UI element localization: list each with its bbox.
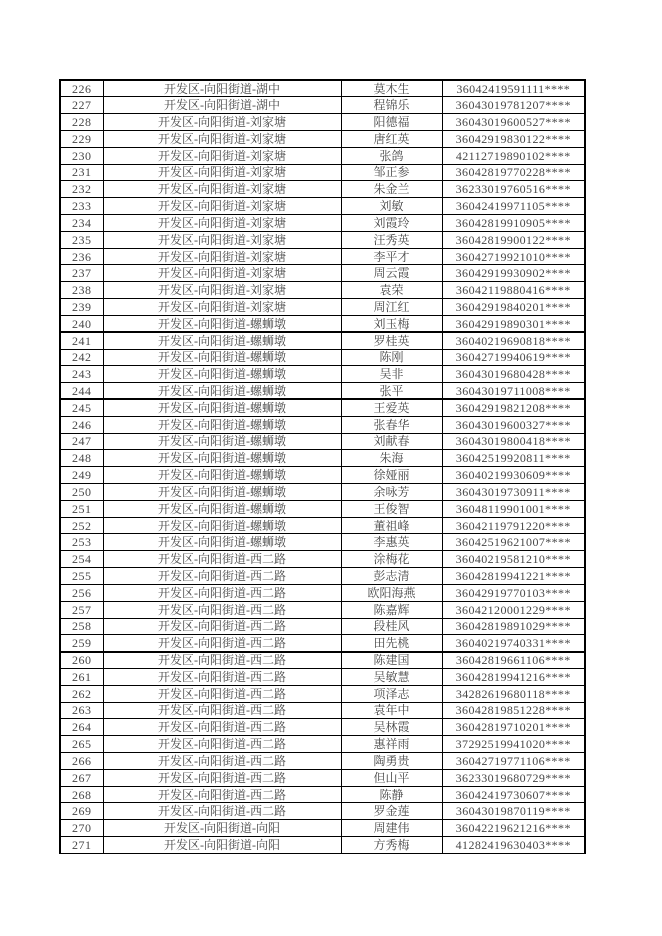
id-number-cell: 36043019781207**** [442, 97, 585, 114]
id-number-cell: 36042819770228**** [442, 164, 585, 181]
area-cell: 开发区-向阳街道-向阳 [103, 837, 341, 854]
name-cell: 陈静 [341, 786, 442, 803]
name-cell: 董祖峰 [341, 517, 442, 534]
id-number-cell: 36042819910905**** [442, 215, 585, 232]
name-cell: 刘玉梅 [341, 315, 442, 332]
id-number-cell: 36043019680428**** [442, 366, 585, 383]
name-cell: 刘献春 [341, 433, 442, 450]
id-number-cell: 36042819941216**** [442, 668, 585, 685]
name-cell: 田先桃 [341, 635, 442, 652]
area-cell: 开发区-向阳街道-西二路 [103, 668, 341, 685]
row-number-cell: 253 [60, 534, 103, 551]
row-number-cell: 232 [60, 181, 103, 198]
area-cell: 开发区-向阳街道-西二路 [103, 568, 341, 585]
records-table-container [59, 79, 584, 854]
name-cell: 周建伟 [341, 820, 442, 837]
area-cell: 开发区-向阳街道-刘家塘 [103, 299, 341, 316]
id-number-cell: 36042819891029**** [442, 618, 585, 635]
area-cell: 开发区-向阳街道-西二路 [103, 584, 341, 601]
area-cell: 开发区-向阳街道-螺蛳墩 [103, 399, 341, 416]
table-row [60, 315, 585, 332]
row-number-cell: 233 [60, 198, 103, 215]
area-cell: 开发区-向阳街道-西二路 [103, 652, 341, 669]
table-row [60, 130, 585, 147]
table-row [60, 652, 585, 669]
row-number-cell: 246 [60, 416, 103, 433]
id-number-cell: 41282419630403**** [442, 837, 585, 854]
table-row [60, 349, 585, 366]
name-cell: 惠祥雨 [341, 736, 442, 753]
id-number-cell: 36042419971105**** [442, 198, 585, 215]
table-row [60, 618, 585, 635]
id-number-cell: 36042919821208**** [442, 399, 585, 416]
row-number-cell: 258 [60, 618, 103, 635]
area-cell: 开发区-向阳街道-刘家塘 [103, 248, 341, 265]
name-cell: 但山平 [341, 769, 442, 786]
id-number-cell: 36040219740331**** [442, 635, 585, 652]
id-number-cell: 36042819710201**** [442, 719, 585, 736]
table-row [60, 635, 585, 652]
area-cell: 开发区-向阳街道-西二路 [103, 736, 341, 753]
id-number-cell: 36042419730607**** [442, 786, 585, 803]
id-number-cell: 36042519920811**** [442, 450, 585, 467]
area-cell: 开发区-向阳街道-刘家塘 [103, 231, 341, 248]
name-cell: 李惠英 [341, 534, 442, 551]
name-cell: 罗桂英 [341, 332, 442, 349]
id-number-cell: 36042119880416**** [442, 282, 585, 299]
name-cell: 李平才 [341, 248, 442, 265]
id-number-cell: 36043019600527**** [442, 114, 585, 131]
id-number-cell: 42112719890102**** [442, 147, 585, 164]
area-cell: 开发区-向阳街道-螺蛳墩 [103, 450, 341, 467]
area-cell: 开发区-向阳街道-螺蛳墩 [103, 416, 341, 433]
area-cell: 开发区-向阳街道-西二路 [103, 803, 341, 820]
name-cell: 张春华 [341, 416, 442, 433]
area-cell: 开发区-向阳街道-西二路 [103, 702, 341, 719]
name-cell: 王爱英 [341, 399, 442, 416]
id-number-cell: 36042119791220**** [442, 517, 585, 534]
area-cell: 开发区-向阳街道-刘家塘 [103, 130, 341, 147]
table-row [60, 467, 585, 484]
name-cell: 陈嘉辉 [341, 601, 442, 618]
id-number-cell: 36042819941221**** [442, 568, 585, 585]
name-cell: 周江红 [341, 299, 442, 316]
table-row [60, 265, 585, 282]
table-row [60, 803, 585, 820]
id-number-cell: 36042519621007**** [442, 534, 585, 551]
table-row [60, 332, 585, 349]
table-row [60, 500, 585, 517]
area-cell: 开发区-向阳街道-湖中 [103, 80, 341, 97]
name-cell: 阳德福 [341, 114, 442, 131]
table-row [60, 97, 585, 114]
table-row [60, 736, 585, 753]
row-number-cell: 245 [60, 399, 103, 416]
id-number-cell: 36042919890301**** [442, 315, 585, 332]
row-number-cell: 243 [60, 366, 103, 383]
area-cell: 开发区-向阳街道-西二路 [103, 635, 341, 652]
id-number-cell: 36042419591111**** [442, 80, 585, 97]
name-cell: 陈建国 [341, 652, 442, 669]
id-number-cell: 36042919770103**** [442, 584, 585, 601]
area-cell: 开发区-向阳街道-螺蛳墩 [103, 349, 341, 366]
area-cell: 开发区-向阳街道-西二路 [103, 719, 341, 736]
table-row [60, 164, 585, 181]
name-cell: 邹正参 [341, 164, 442, 181]
area-cell: 开发区-向阳街道-刘家塘 [103, 215, 341, 232]
row-number-cell: 242 [60, 349, 103, 366]
table-row [60, 753, 585, 770]
id-number-cell: 34282619680118**** [442, 685, 585, 702]
table-row [60, 231, 585, 248]
name-cell: 罗金莲 [341, 803, 442, 820]
row-number-cell: 250 [60, 484, 103, 501]
area-cell: 开发区-向阳街道-刘家塘 [103, 181, 341, 198]
row-number-cell: 230 [60, 147, 103, 164]
table-row [60, 114, 585, 131]
id-number-cell: 36043019870119**** [442, 803, 585, 820]
name-cell: 周云霞 [341, 265, 442, 282]
id-number-cell: 36042819661106**** [442, 652, 585, 669]
area-cell: 开发区-向阳街道-西二路 [103, 685, 341, 702]
table-row [60, 584, 585, 601]
row-number-cell: 238 [60, 282, 103, 299]
name-cell: 张鸽 [341, 147, 442, 164]
table-row [60, 517, 585, 534]
id-number-cell: 36233019760516**** [442, 181, 585, 198]
row-number-cell: 260 [60, 652, 103, 669]
name-cell: 陈刚 [341, 349, 442, 366]
name-cell: 朱金兰 [341, 181, 442, 198]
row-number-cell: 254 [60, 551, 103, 568]
row-number-cell: 264 [60, 719, 103, 736]
area-cell: 开发区-向阳街道-刘家塘 [103, 282, 341, 299]
area-cell: 开发区-向阳街道-螺蛳墩 [103, 366, 341, 383]
row-number-cell: 247 [60, 433, 103, 450]
row-number-cell: 229 [60, 130, 103, 147]
area-cell: 开发区-向阳街道-西二路 [103, 753, 341, 770]
row-number-cell: 226 [60, 80, 103, 97]
table-row [60, 416, 585, 433]
area-cell: 开发区-向阳街道-螺蛳墩 [103, 332, 341, 349]
records-table-body [60, 80, 585, 853]
row-number-cell: 248 [60, 450, 103, 467]
name-cell: 方秀梅 [341, 837, 442, 854]
records-table [59, 79, 586, 854]
table-row [60, 702, 585, 719]
name-cell: 彭志清 [341, 568, 442, 585]
id-number-cell: 36042219621216**** [442, 820, 585, 837]
table-row [60, 450, 585, 467]
row-number-cell: 267 [60, 769, 103, 786]
id-number-cell: 37292519941020**** [442, 736, 585, 753]
row-number-cell: 235 [60, 231, 103, 248]
id-number-cell: 36042919840201**** [442, 299, 585, 316]
area-cell: 开发区-向阳街道-西二路 [103, 786, 341, 803]
name-cell: 吴非 [341, 366, 442, 383]
table-row [60, 551, 585, 568]
area-cell: 开发区-向阳街道-螺蛳墩 [103, 500, 341, 517]
name-cell: 袁荣 [341, 282, 442, 299]
area-cell: 开发区-向阳街道-刘家塘 [103, 114, 341, 131]
table-row [60, 299, 585, 316]
name-cell: 朱海 [341, 450, 442, 467]
table-row [60, 215, 585, 232]
row-number-cell: 231 [60, 164, 103, 181]
id-number-cell: 36042919830122**** [442, 130, 585, 147]
row-number-cell: 228 [60, 114, 103, 131]
row-number-cell: 252 [60, 517, 103, 534]
row-number-cell: 255 [60, 568, 103, 585]
row-number-cell: 239 [60, 299, 103, 316]
table-row [60, 685, 585, 702]
area-cell: 开发区-向阳街道-螺蛳墩 [103, 467, 341, 484]
id-number-cell: 36042120001229**** [442, 601, 585, 618]
row-number-cell: 236 [60, 248, 103, 265]
name-cell: 涂梅花 [341, 551, 442, 568]
table-row [60, 366, 585, 383]
table-row [60, 786, 585, 803]
table-row [60, 769, 585, 786]
area-cell: 开发区-向阳街道-刘家塘 [103, 265, 341, 282]
id-number-cell: 36040219930609**** [442, 467, 585, 484]
area-cell: 开发区-向阳街道-螺蛳墩 [103, 433, 341, 450]
id-number-cell: 36043019800418**** [442, 433, 585, 450]
table-row [60, 484, 585, 501]
area-cell: 开发区-向阳街道-湖中 [103, 97, 341, 114]
table-row [60, 147, 585, 164]
table-row [60, 433, 585, 450]
area-cell: 开发区-向阳街道-西二路 [103, 601, 341, 618]
area-cell: 开发区-向阳街道-刘家塘 [103, 147, 341, 164]
name-cell: 陶勇贵 [341, 753, 442, 770]
name-cell: 张平 [341, 383, 442, 400]
id-number-cell: 36043019600327**** [442, 416, 585, 433]
id-number-cell: 36040219581210**** [442, 551, 585, 568]
id-number-cell: 36042819851228**** [442, 702, 585, 719]
row-number-cell: 237 [60, 265, 103, 282]
table-row [60, 282, 585, 299]
name-cell: 袁年中 [341, 702, 442, 719]
row-number-cell: 271 [60, 837, 103, 854]
row-number-cell: 265 [60, 736, 103, 753]
table-row [60, 383, 585, 400]
name-cell: 欧阳海燕 [341, 584, 442, 601]
id-number-cell: 36042719771106**** [442, 753, 585, 770]
row-number-cell: 234 [60, 215, 103, 232]
row-number-cell: 227 [60, 97, 103, 114]
row-number-cell: 261 [60, 668, 103, 685]
table-row [60, 80, 585, 97]
row-number-cell: 262 [60, 685, 103, 702]
name-cell: 程锦乐 [341, 97, 442, 114]
row-number-cell: 268 [60, 786, 103, 803]
row-number-cell: 263 [60, 702, 103, 719]
row-number-cell: 249 [60, 467, 103, 484]
id-number-cell: 36040219690818**** [442, 332, 585, 349]
id-number-cell: 36042719921010**** [442, 248, 585, 265]
name-cell: 唐红英 [341, 130, 442, 147]
row-number-cell: 241 [60, 332, 103, 349]
name-cell: 徐娅丽 [341, 467, 442, 484]
name-cell: 吴敏慧 [341, 668, 442, 685]
row-number-cell: 259 [60, 635, 103, 652]
name-cell: 王俊智 [341, 500, 442, 517]
id-number-cell: 36042719940619**** [442, 349, 585, 366]
area-cell: 开发区-向阳街道-刘家塘 [103, 198, 341, 215]
area-cell: 开发区-向阳街道-西二路 [103, 618, 341, 635]
row-number-cell: 251 [60, 500, 103, 517]
area-cell: 开发区-向阳街道-螺蛳墩 [103, 534, 341, 551]
row-number-cell: 269 [60, 803, 103, 820]
area-cell: 开发区-向阳街道-螺蛳墩 [103, 315, 341, 332]
table-row [60, 198, 585, 215]
table-row [60, 837, 585, 854]
name-cell: 汪秀英 [341, 231, 442, 248]
area-cell: 开发区-向阳街道-螺蛳墩 [103, 383, 341, 400]
table-row [60, 668, 585, 685]
table-row [60, 399, 585, 416]
name-cell: 刘霞玲 [341, 215, 442, 232]
row-number-cell: 257 [60, 601, 103, 618]
id-number-cell: 36233019680729**** [442, 769, 585, 786]
table-row [60, 719, 585, 736]
row-number-cell: 256 [60, 584, 103, 601]
name-cell: 项泽志 [341, 685, 442, 702]
id-number-cell: 36048119901001**** [442, 500, 585, 517]
id-number-cell: 36042919930902**** [442, 265, 585, 282]
name-cell: 余咏芳 [341, 484, 442, 501]
area-cell: 开发区-向阳街道-西二路 [103, 769, 341, 786]
row-number-cell: 270 [60, 820, 103, 837]
table-row [60, 181, 585, 198]
name-cell: 吴林霞 [341, 719, 442, 736]
row-number-cell: 240 [60, 315, 103, 332]
area-cell: 开发区-向阳街道-螺蛳墩 [103, 517, 341, 534]
table-row [60, 534, 585, 551]
table-row [60, 601, 585, 618]
name-cell: 莫木生 [341, 80, 442, 97]
area-cell: 开发区-向阳街道-刘家塘 [103, 164, 341, 181]
id-number-cell: 36043019711008**** [442, 383, 585, 400]
table-row [60, 248, 585, 265]
area-cell: 开发区-向阳街道-螺蛳墩 [103, 484, 341, 501]
row-number-cell: 266 [60, 753, 103, 770]
row-number-cell: 244 [60, 383, 103, 400]
name-cell: 段桂风 [341, 618, 442, 635]
area-cell: 开发区-向阳街道-向阳 [103, 820, 341, 837]
table-row [60, 568, 585, 585]
id-number-cell: 36042819900122**** [442, 231, 585, 248]
area-cell: 开发区-向阳街道-西二路 [103, 551, 341, 568]
name-cell: 刘敏 [341, 198, 442, 215]
table-row [60, 820, 585, 837]
id-number-cell: 36043019730911**** [442, 484, 585, 501]
